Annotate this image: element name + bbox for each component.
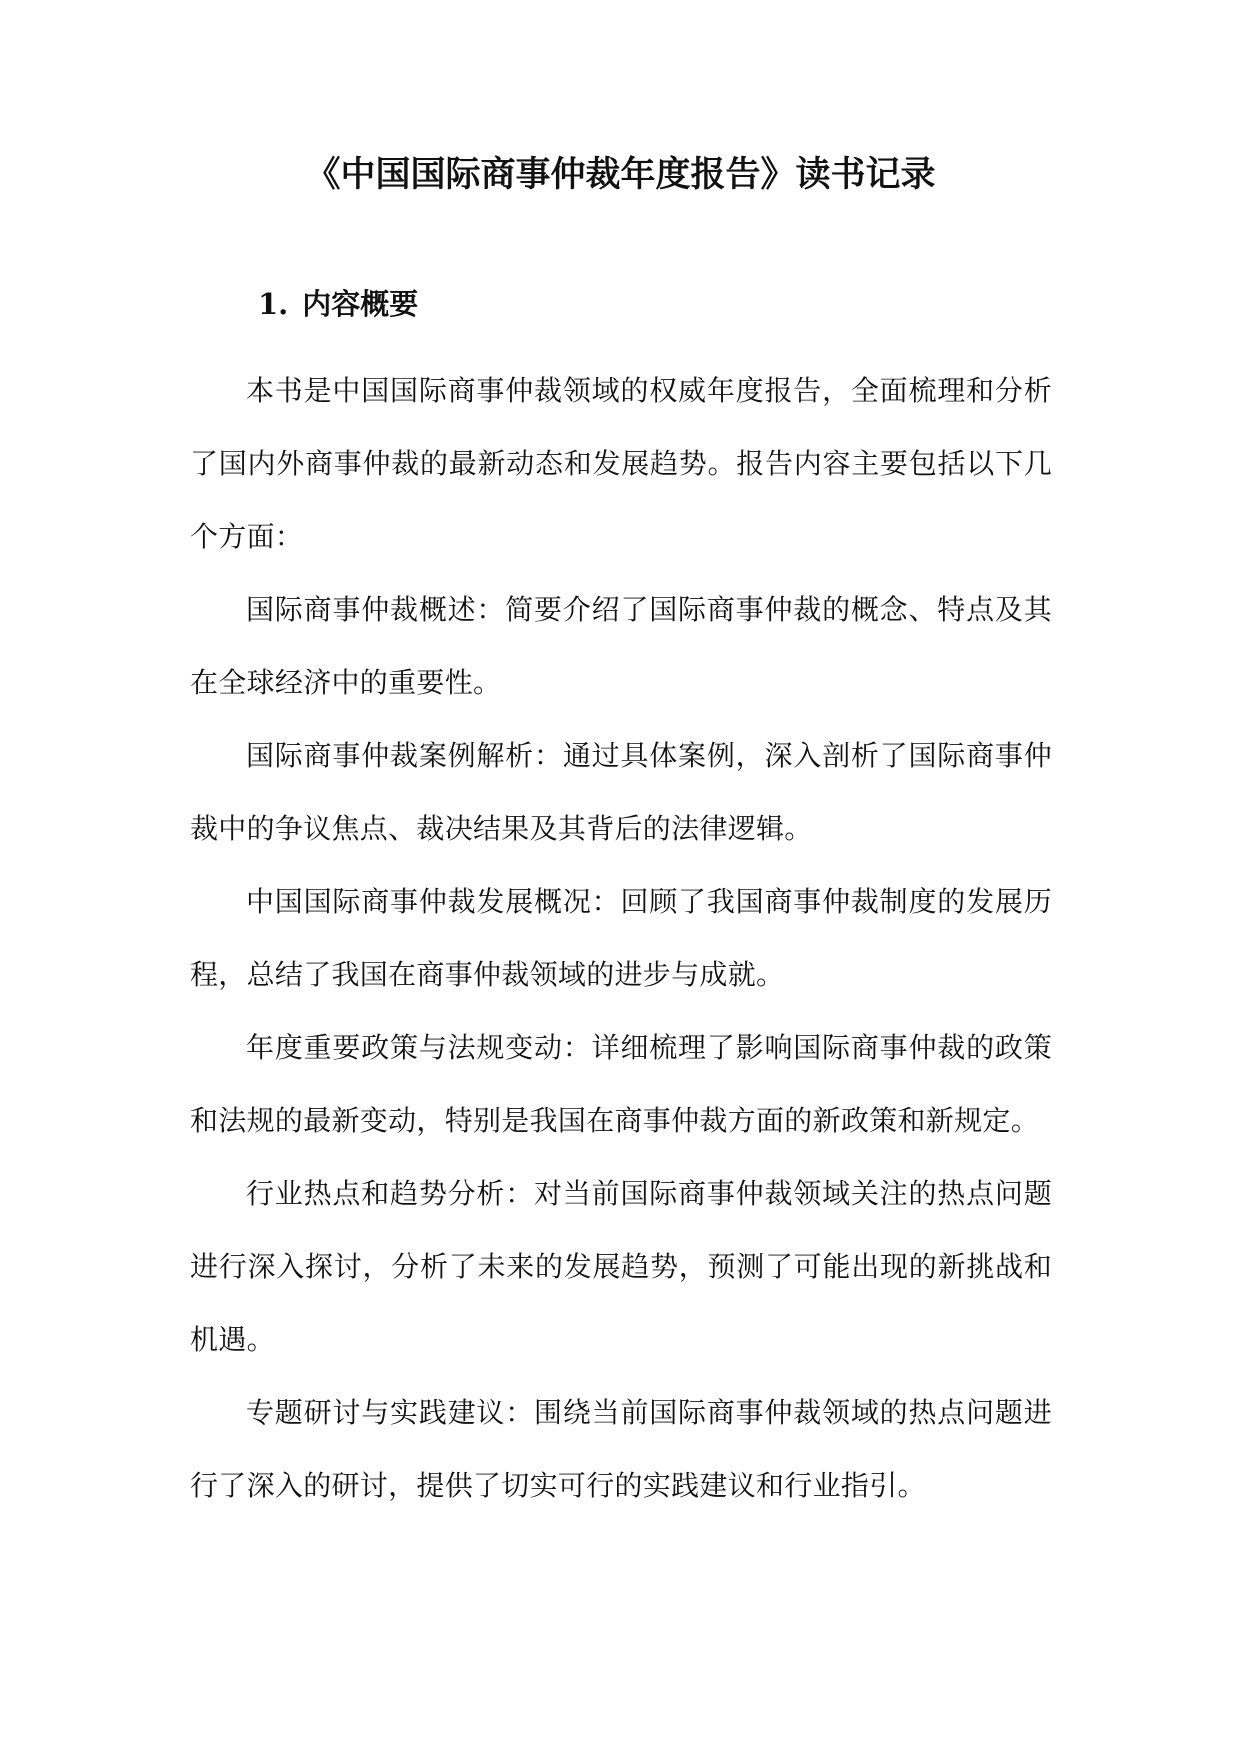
paragraph-policy-changes: 年度重要政策与法规变动：详细梳理了影响国际商事仲裁的政策和法规的最新变动，特别是我国在商事仲裁方面的新政策和新规定。 — [190, 1031, 1052, 1137]
section-title: 内容概要 — [302, 287, 419, 321]
document-title: 《中国国际商事仲裁年度报告》读书记录 — [305, 154, 936, 195]
paragraph-practice-advice: 专题研讨与实践建议：围绕当前国际商事仲裁领域的热点问题进行了深入的研讨，提供了切实可行的实践建议和行业指引。 — [190, 1396, 1052, 1502]
paragraph-trends: 行业热点和趋势分析：对当前国际商事仲裁领域关注的热点问题进行深入探讨，分析了未来的发展趋势，预测了可能出现的新挑战和机遇。 — [190, 1177, 1052, 1356]
section-heading — [258, 282, 418, 326]
section-number: 1. — [258, 287, 289, 321]
paragraph-china-development: 中国国际商事仲裁发展概况：回顾了我国商事仲裁制度的发展历程，总结了我国在商事仲裁领域的进步与成就。 — [190, 885, 1052, 991]
document-body — [190, 354, 1052, 1522]
paragraph-case-analysis: 国际商事仲裁案例解析：通过具体案例，深入剖析了国际商事仲裁中的争议焦点、裁决结果及其背后的法律逻辑。 — [190, 739, 1052, 845]
paragraph-intro: 本书是中国国际商事仲裁领域的权威年度报告，全面梳理和分析了国内外商事仲裁的最新动态和发展趋势。报告内容主要包括以下几个方面： — [190, 374, 1052, 553]
paragraph-overview: 国际商事仲裁概述：简要介绍了国际商事仲裁的概念、特点及其在全球经济中的重要性。 — [190, 593, 1052, 699]
